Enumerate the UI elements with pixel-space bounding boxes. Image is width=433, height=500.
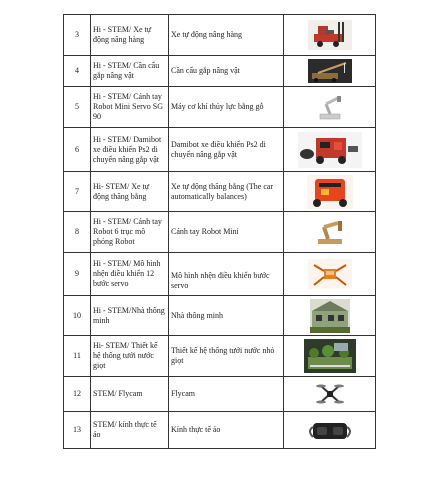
product-table [63, 14, 376, 449]
product-description: Cần cẩu gắp nâng vật [169, 56, 284, 87]
product-description: Cánh tay Robot Mini [169, 212, 284, 253]
product-description: Damibot xe điều khiển Ps2 di chuyển nâng gắp vật [169, 128, 284, 172]
product-code: Hi - STEM/ Damibot xe điều khiển Ps2 di chuyển nâng gắp vật [91, 128, 169, 172]
product-code: Hi - STEM/ Cánh tay Robot Mini Servo SG 90 [91, 87, 169, 128]
wooden-arm-photo [308, 217, 352, 247]
forklift-car-photo [308, 20, 352, 50]
product-code: STEM/ kính thực tế ảo [91, 412, 169, 449]
row-number: 5 [64, 87, 91, 128]
product-code: Hi - STEM/Nhà thông minh [91, 296, 169, 336]
row-number: 9 [64, 253, 91, 296]
table-row [64, 56, 376, 87]
product-code: STEM/ Flycam [91, 377, 169, 412]
table-row [64, 87, 376, 128]
crane-photo [308, 59, 352, 83]
robot-arm-photo [308, 92, 352, 122]
table-row [64, 412, 376, 449]
table-row [64, 377, 376, 412]
row-number: 3 [64, 15, 91, 56]
product-code: Hi- STEM/ Thiết kế hệ thống tưới nước giọt [91, 336, 169, 377]
row-number: 11 [64, 336, 91, 377]
product-code: Hi - STEM/ Cánh tay Robot 6 trục mô phỏng Robot [91, 212, 169, 253]
drone-photo [315, 380, 345, 408]
damibot-photo [298, 132, 362, 168]
table-row [64, 253, 376, 296]
balance-car-photo [307, 175, 353, 209]
vr-glasses-photo [307, 415, 353, 445]
product-description: Mô hình nhện điều khiển bước servo [169, 253, 284, 296]
product-description: Xe tự động thăng bằng (The car automatically balances) [169, 172, 284, 212]
row-number: 6 [64, 128, 91, 172]
row-number: 4 [64, 56, 91, 87]
product-description: Nhà thông minh [169, 296, 284, 336]
product-description: Thiết kế hệ thống tưới nước nhỏ giọt [169, 336, 284, 377]
table-row [64, 336, 376, 377]
row-number: 13 [64, 412, 91, 449]
product-code: Hi - STEM/ Cần cẩu gắp nâng vật [91, 56, 169, 87]
row-number: 12 [64, 377, 91, 412]
product-code: Hi - STEM/ Xe tự động nâng hàng [91, 15, 169, 56]
product-code: Hi - STEM/ Mô hình nhện điều khiển 12 bước servo [91, 253, 169, 296]
row-number: 8 [64, 212, 91, 253]
spider-robot-photo [308, 259, 352, 289]
smart-house-photo [310, 299, 350, 333]
product-description: Kính thực tế ảo [169, 412, 284, 449]
row-number: 7 [64, 172, 91, 212]
table-row [64, 128, 376, 172]
product-code: Hi- STEM/ Xe tự động thăng bằng [91, 172, 169, 212]
table-row [64, 212, 376, 253]
table-row [64, 172, 376, 212]
product-description: Máy cơ khí thủy lực bằng gỗ [169, 87, 284, 128]
product-description: Xe tự động nâng hàng [169, 15, 284, 56]
product-description: Flycam [169, 377, 284, 412]
row-number: 10 [64, 296, 91, 336]
table-row [64, 296, 376, 336]
table-row [64, 15, 376, 56]
irrigation-photo [304, 339, 356, 373]
